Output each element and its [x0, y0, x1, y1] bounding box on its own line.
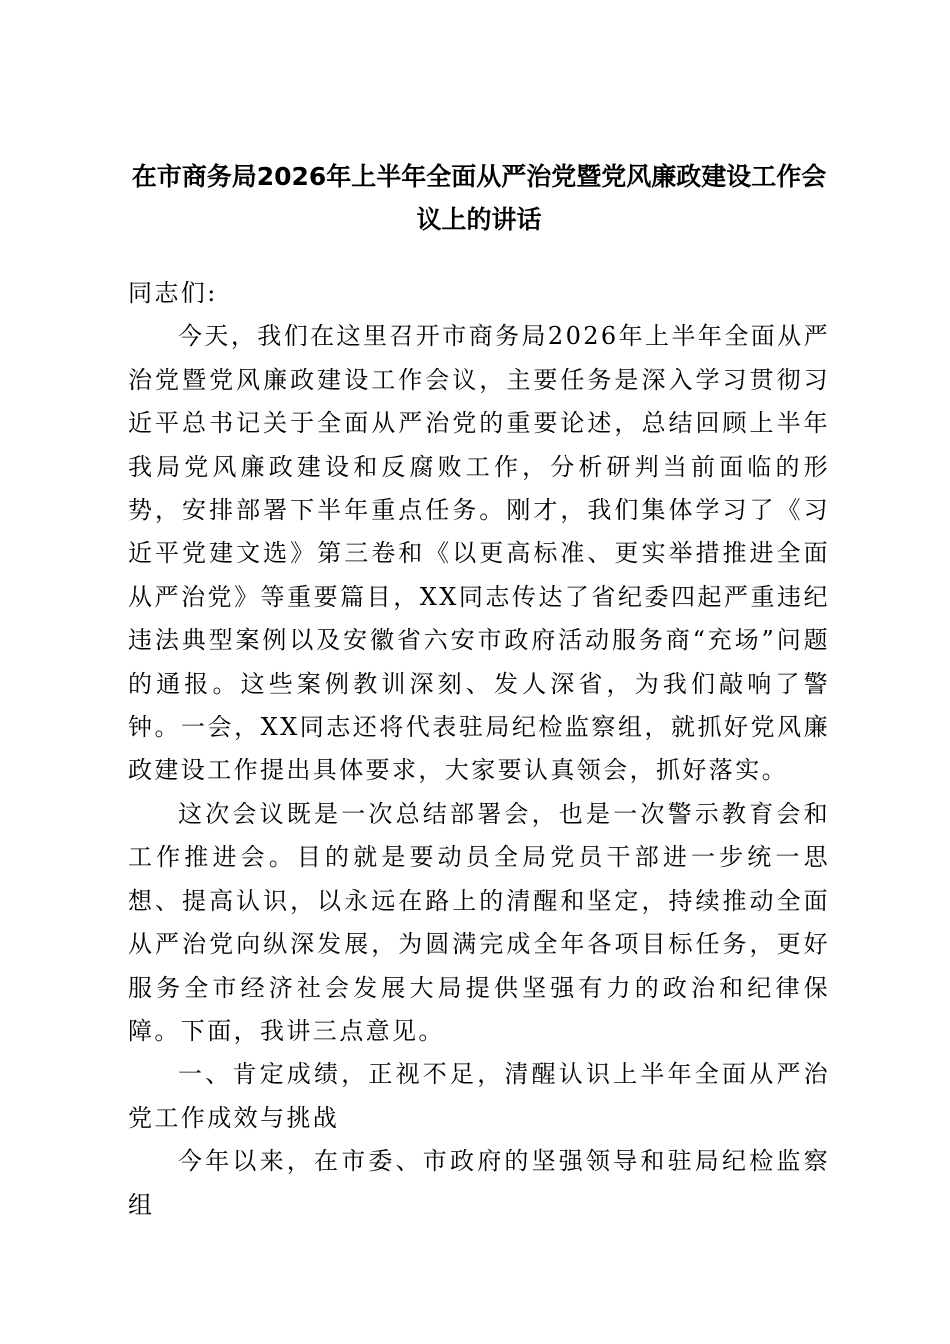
document-title-line-2: 议上的讲话 [416, 205, 542, 234]
paragraph-purpose: 这次会议既是一次总结部署会，也是一次警示教育会和工作推进会。目的就是要动员全局党员干部进一步统一思想、提高认识，以永远在路上的清醒和坚定，持续推动全面从严治党向纵深发展，为圆满完成全年各项目标任务，更好服务全市经济社会发展大局提供坚强有力的政治和纪律保障。下面，我讲三点意见。 [128, 799, 830, 1045]
document-title-line-1: 在市商务局2026年上半年全面从严治党暨党风廉政建设工作会 [131, 162, 827, 191]
document-page [128, 145, 830, 1227]
section-heading-1: 一、肯定成绩，正视不足，清醒认识上半年全面从严治党工作成效与挑战 [128, 1060, 830, 1132]
document-title [128, 145, 830, 241]
paragraph-section-1-start: 今年以来，在市委、市政府的坚强领导和驻局纪检监察组 [128, 1147, 830, 1219]
paragraph-opening: 今天，我们在这里召开市商务局2026年上半年全面从严治党暨党风廉政建设工作会议，主要任务是深入学习贯彻习近平总书记关于全面从严治党的重要论述，总结回顾上半年我局党风廉政建设和反腐败工作，分析研判当前面临的形势，安排部署下半年重点任务。刚才，我们集体学习了《习近平党建文选》第三卷和《以更高标准、更实举措推进全面从严治党》等重要篇目，XX同志传达了省纪委四起严重违纪违法典型案例以及安徽省六安市政府活动服务商“充场”问题的通报。这些案例教训深刻、发人深省，为我们敲响了警钟。一会，XX同志还将代表驻局纪检监察组，就抓好党风廉政建设工作提出具体要求，大家要认真领会，抓好落实。 [128, 322, 830, 785]
salutation: 同志们: [128, 279, 218, 307]
document-body [128, 272, 830, 1227]
